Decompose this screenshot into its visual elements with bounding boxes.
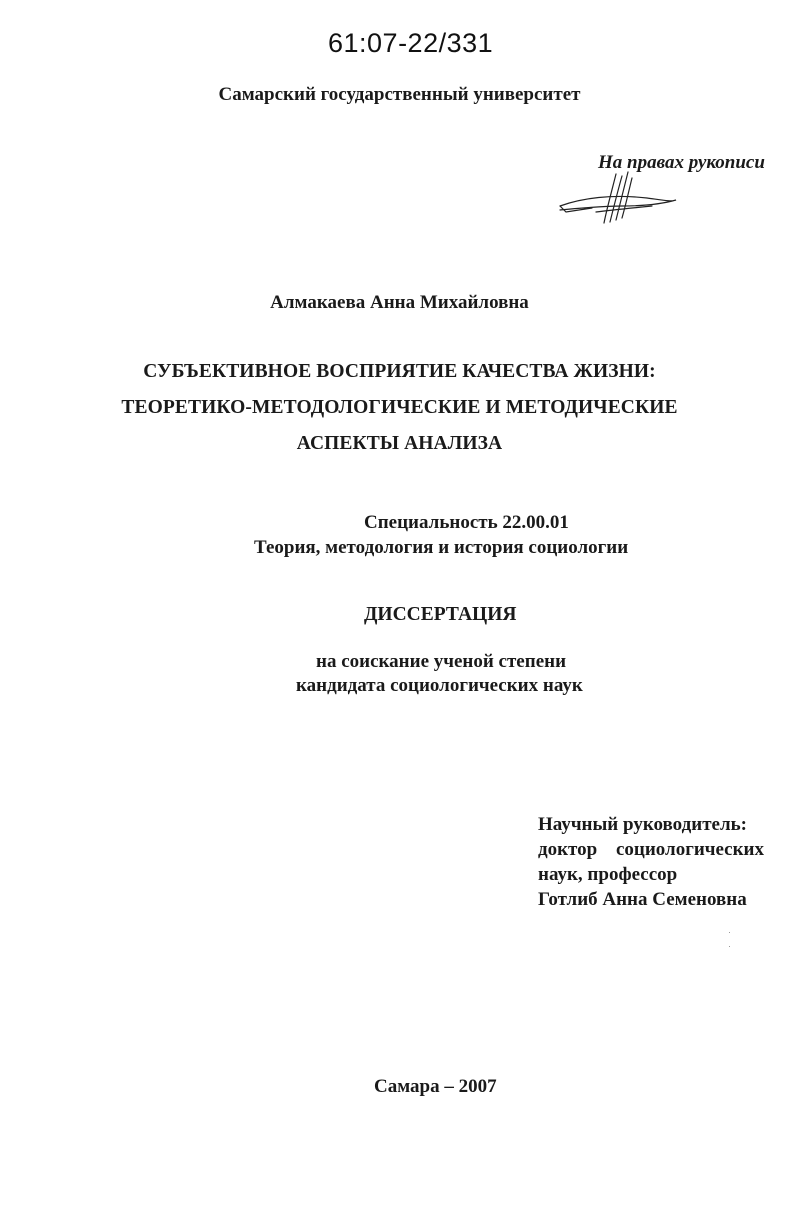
- specialty-name: Теория, методология и история социологии: [254, 537, 629, 558]
- author-signature: [552, 168, 682, 228]
- manuscript-note: На правах рукописи: [598, 152, 765, 173]
- document-type: ДИССЕРТАЦИЯ: [364, 604, 517, 625]
- archive-stamp-number: 61:07-22/331: [328, 28, 494, 58]
- dissertation-title-line: АСПЕКТЫ АНАЛИЗА: [296, 433, 503, 454]
- supervisor-title-line: [538, 837, 764, 862]
- degree-line: кандидата социологических наук: [296, 675, 583, 696]
- dissertation-title-line: СУБЪЕКТИВНОЕ ВОСПРИЯТИЕ КАЧЕСТВА ЖИЗНИ:: [143, 361, 656, 382]
- supervisor-title-word: доктор: [538, 839, 598, 860]
- specialty-code: Специальность 22.00.01: [364, 512, 569, 533]
- place-and-year: Самара – 2007: [374, 1076, 497, 1097]
- supervisor-label: Научный руководитель:: [538, 814, 747, 835]
- dissertation-title-line: ТЕОРЕТИКО-МЕТОДОЛОГИЧЕСКИЕ И МЕТОДИЧЕСКИЕ: [121, 397, 678, 418]
- author-name: Алмакаева Анна Михайловна: [270, 292, 529, 313]
- supervisor-title-line2: наук, профессор: [538, 864, 678, 885]
- scan-speck: [729, 946, 730, 947]
- supervisor-block: [538, 812, 764, 912]
- supervisor-name: Готлиб Анна Семеновна: [538, 889, 747, 910]
- scan-speck: [729, 932, 730, 933]
- degree-line: на соискание ученой степени: [316, 651, 567, 672]
- university-name: Самарский государственный университет: [218, 84, 581, 105]
- supervisor-title-word: социологических: [615, 839, 764, 860]
